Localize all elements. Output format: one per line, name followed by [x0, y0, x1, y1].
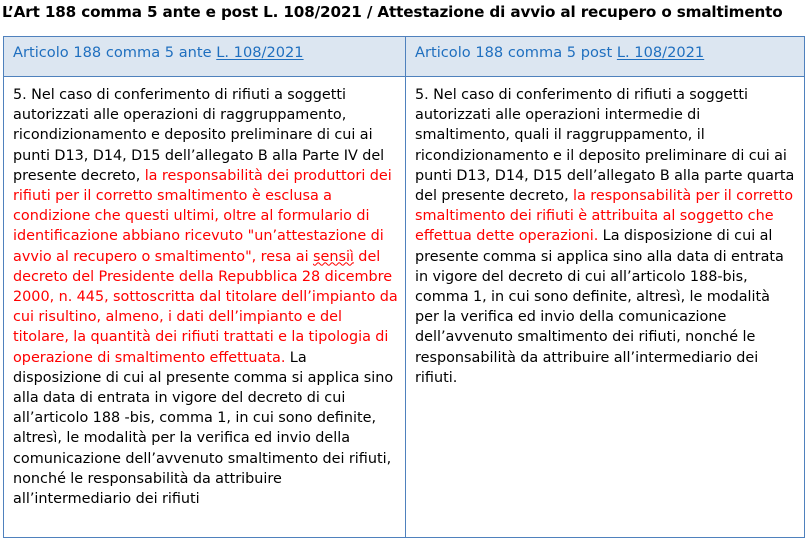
ante-text-misspelled-word: sensiì	[312, 248, 354, 265]
column-header-post	[406, 37, 805, 77]
ante-text-red-part-b: del decreto del Presidente della Repubblica 28 dicembre 2000, n. 445, sottoscritta dal titolare dell’impianto da cui risultino, almeno, i dati dell’impianto e del titolare, la quantità dei rifiuti trattati e la tipologia di operazione di smaltimento effettuata.	[13, 248, 398, 366]
column-header-ante-text	[13, 44, 304, 61]
post-text-red-part: la responsabilità per il corretto smaltimento dei rifiuti è attribuita al soggetto che effettua dette operazioni.	[415, 188, 794, 245]
cell-post-paragraph	[415, 85, 798, 388]
column-header-ante-law-ref[interactable]: L. 108/2021	[216, 44, 304, 61]
column-header-ante-prefix: Articolo 188 comma 5 ante	[13, 44, 217, 61]
column-header-post-law-ref[interactable]: L. 108/2021	[616, 44, 705, 61]
cell-article-188-ante	[4, 77, 406, 538]
column-header-ante	[4, 37, 406, 77]
column-header-post-prefix: Articolo 188 comma 5 post	[415, 44, 617, 61]
table-body	[4, 77, 805, 538]
ante-text-red-part-a: la responsabilità dei produttori dei rifiuti per il corretto smaltimento è esclusa a condizione che questi ultimi, oltre al formulario di identificazione abbiano ricevuto "un’attestazione di avvio al recupero o smaltimento", resa ai	[13, 167, 392, 265]
page-title: L’Art 188 comma 5 ante e post L. 108/2021 / Attestazione di avvio al recupero o smaltimento	[2, 3, 783, 21]
ante-text-black-intro: 5. Nel caso di conferimento di rifiuti a soggetti autorizzati alle operazioni di raggruppamento, ricondizionamento e deposito preliminare di cui ai punti D13, D14, D15 dell’allegato B alla Parte IV del presente decreto,	[13, 87, 385, 184]
table-header-row	[4, 37, 805, 77]
post-text-black-closing: La disposizione di cui al presente comma si applica sino alla data di entrata in vigore del decreto di cui all’articolo 188-bis, comma 1, in cui sono definite, altresì, le modalità per la verifica ed invio della comunicazione dell’avvenuto smaltimento dei rifiuti, nonché le responsabilità da attribuire all’intermediario dei rifiuti.	[415, 228, 784, 386]
cell-article-188-post	[406, 77, 805, 538]
cell-ante-paragraph	[13, 85, 399, 509]
table-row	[4, 77, 805, 538]
ante-text-black-closing: La disposizione di cui al presente comma si applica sino alla data di entrata in vigore del decreto di cui all’articolo 188 -bis, comma 1, in cui sono definite, altresì, le modalità per la verifica ed invio della comunicazione dell’avvenuto smaltimento dei rifiuti, nonché le responsabilità da attribuire all’intermediario dei rifiuti	[13, 349, 394, 508]
comparison-table	[3, 36, 805, 538]
post-text-black-intro: 5. Nel caso di conferimento di rifiuti a soggetti autorizzati alle operazioni intermedie di smaltimento, quali il raggruppamento, il ricondizionamento e il deposito preliminare di cui ai punti D13, D14, D15 dell’allegato B alla parte quarta del presente decreto,	[415, 87, 795, 205]
table-header	[4, 37, 805, 77]
column-header-post-text	[415, 44, 704, 61]
